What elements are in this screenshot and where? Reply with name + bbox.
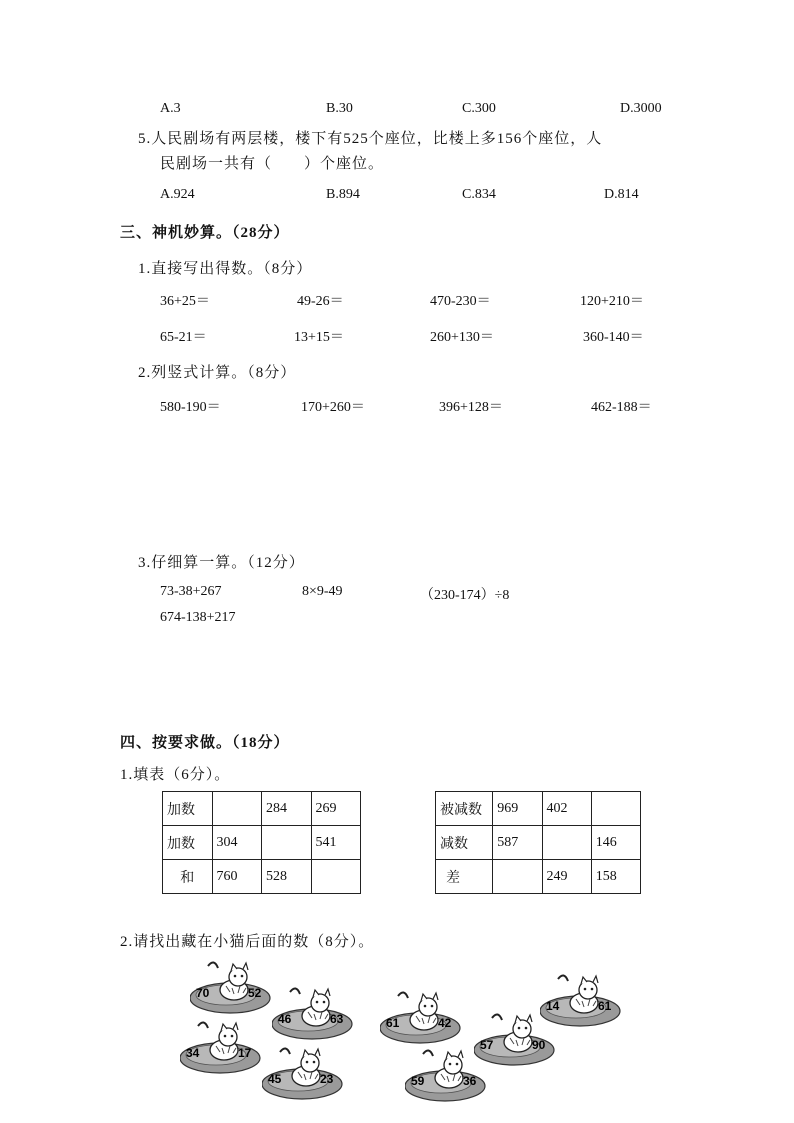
table-cell[interactable] [591, 792, 640, 826]
table-cell: 146 [591, 826, 640, 860]
q5-option-a: A.924 [160, 187, 195, 202]
oral-calc-item: 49-26＝ [297, 294, 344, 309]
table-cell: 加数 [163, 792, 213, 826]
cat-right-number: 63 [330, 1012, 344, 1026]
table-cell: 差 [436, 860, 493, 894]
cat-right-number: 90 [532, 1038, 546, 1052]
table-cell[interactable] [493, 860, 542, 894]
oral-calc-item: 360-140＝ [583, 330, 644, 345]
vertical-calc-item: 580-190＝ [160, 400, 221, 415]
table-cell: 减数 [436, 826, 493, 860]
table-cell: 158 [591, 860, 640, 894]
table-cell: 969 [493, 792, 542, 826]
table-cell: 被减数 [436, 792, 493, 826]
subtraction-table [435, 791, 641, 894]
oral-calc-item: 13+15＝ [294, 330, 344, 345]
q5-text-line2: 民剧场一共有（ ）个座位。 [160, 156, 385, 172]
cat-right-number: 42 [438, 1016, 452, 1030]
section3-part1-title: 1.直接写出得数。（8分） [138, 261, 313, 277]
vertical-calc-item: 462-188＝ [591, 400, 652, 415]
cat-left-number: 59 [411, 1074, 425, 1088]
table-cell: 269 [311, 792, 361, 826]
cat-left-number: 61 [386, 1016, 400, 1030]
section4-title: 四、按要求做。（18分） [120, 735, 290, 751]
section3-part2-title: 2.列竖式计算。（8分） [138, 365, 297, 381]
q5-option-c: C.834 [462, 187, 496, 202]
cat-lily-pad [272, 986, 358, 1042]
table-cell: 304 [212, 826, 262, 860]
section3-title: 三、神机妙算。（28分） [120, 225, 290, 241]
table-cell: 528 [262, 860, 312, 894]
table-cell[interactable] [311, 860, 361, 894]
table-cell: 249 [542, 860, 591, 894]
q4-option-a: A.3 [160, 101, 181, 116]
cat-left-number: 70 [196, 986, 210, 1000]
section4-part2-title: 2.请找出藏在小猫后面的数（8分）。 [120, 934, 375, 950]
q4-option-c: C.300 [462, 101, 496, 116]
oral-calc-item: 65-21＝ [160, 330, 207, 345]
oral-calc-item: 470-230＝ [430, 294, 491, 309]
cat-right-number: 23 [320, 1072, 334, 1086]
table-cell: 541 [311, 826, 361, 860]
vertical-calc-item: 396+128＝ [439, 400, 503, 415]
cat-left-number: 46 [278, 1012, 292, 1026]
cat-lily-pad [380, 990, 466, 1046]
table-cell: 284 [262, 792, 312, 826]
cat-right-number: 52 [248, 986, 262, 1000]
vertical-calc-item: 170+260＝ [301, 400, 365, 415]
addition-table [162, 791, 361, 894]
table-cell[interactable] [262, 826, 312, 860]
cat-right-number: 36 [463, 1074, 477, 1088]
cat-lily-pad [262, 1046, 348, 1102]
cat-left-number: 34 [186, 1046, 200, 1060]
cat-lily-pad [540, 973, 626, 1029]
cat-right-number: 61 [598, 999, 612, 1013]
table-cell[interactable] [212, 792, 262, 826]
q4-option-d: D.3000 [620, 101, 662, 116]
step-calc-item: 674-138+217 [160, 610, 236, 625]
section4-part1-title: 1.填表（6分）。 [120, 767, 231, 783]
cat-left-number: 14 [546, 999, 560, 1013]
oral-calc-item: 36+25＝ [160, 294, 210, 309]
table-cell[interactable] [542, 826, 591, 860]
table-cell: 402 [542, 792, 591, 826]
q5-text-line1: 5.人民剧场有两层楼，楼下有525个座位，比楼上多156个座位，人 [138, 131, 603, 147]
table-cell: 587 [493, 826, 542, 860]
q4-option-b: B.30 [326, 101, 353, 116]
table-cell: 和 [163, 860, 213, 894]
cat-left-number: 45 [268, 1072, 282, 1086]
q5-option-d: D.814 [604, 187, 639, 202]
cat-lily-pad [190, 960, 276, 1016]
table-cell: 760 [212, 860, 262, 894]
table-cell: 加数 [163, 826, 213, 860]
cat-lily-pad [405, 1048, 491, 1104]
cat-left-number: 57 [480, 1038, 494, 1052]
oral-calc-item: 120+210＝ [580, 294, 644, 309]
oral-calc-item: 260+130＝ [430, 330, 494, 345]
step-calc-item: 8×9-49 [302, 584, 343, 599]
q5-option-b: B.894 [326, 187, 360, 202]
cat-lily-pad [180, 1020, 266, 1076]
section3-part3-title: 3.仔细算一算。（12分） [138, 555, 305, 571]
step-calc-item: 73-38+267 [160, 584, 222, 599]
cat-right-number: 17 [238, 1046, 252, 1060]
step-calc-item: （230-174）÷8 [420, 588, 510, 603]
